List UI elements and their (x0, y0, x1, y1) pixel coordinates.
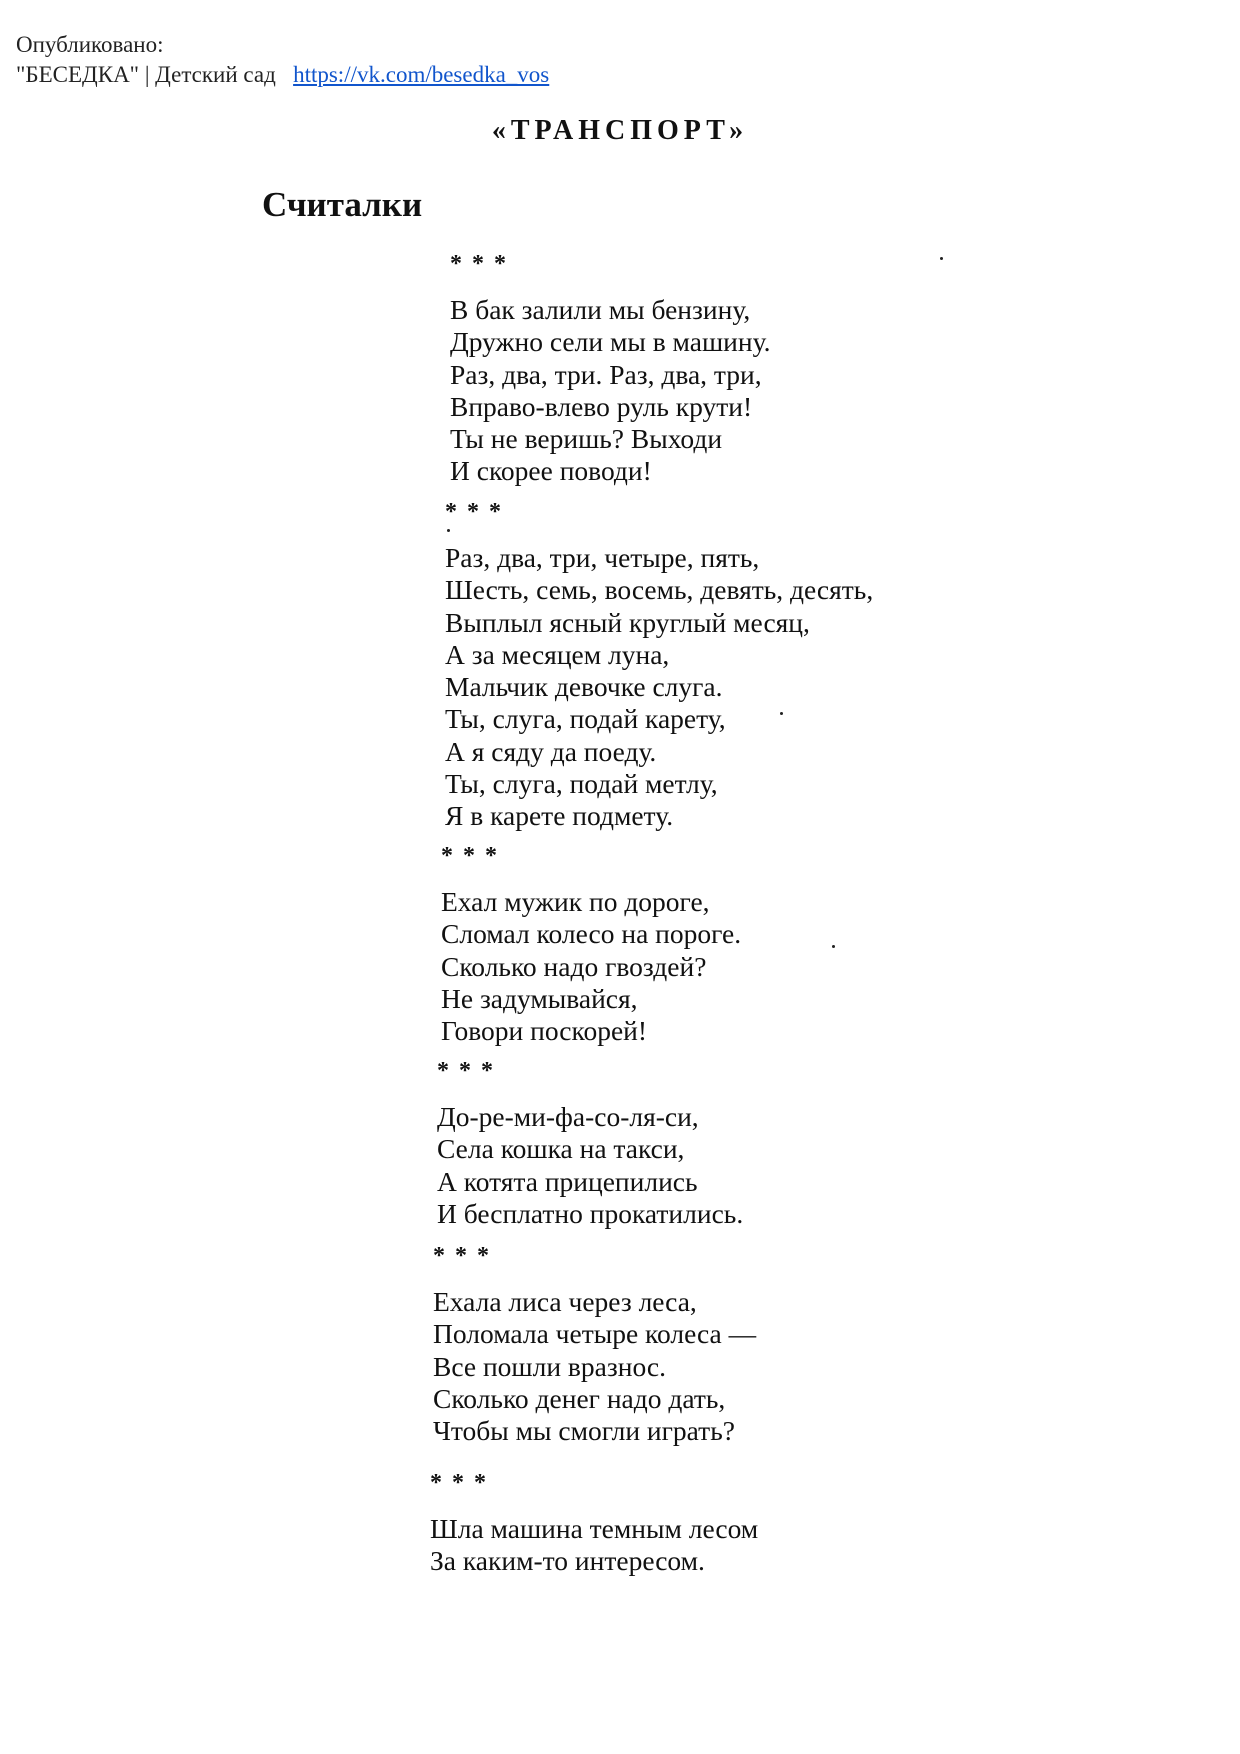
poem-lines (450, 294, 770, 488)
source-name: "БЕСЕДКА" | Детский сад (16, 62, 276, 87)
poem-separator: * * * (430, 1470, 488, 1496)
poem-block (445, 496, 873, 833)
scan-speck (780, 712, 783, 715)
scan-speck (940, 257, 943, 260)
poem-line: Не задумывайся, (441, 982, 638, 1014)
poem-separator: * * * (433, 1243, 491, 1269)
poem-line: Ты не веришь? Выходи (450, 423, 723, 455)
poem-line: Шесть, семь, восемь, девять, десять, (445, 574, 874, 606)
poem-line: Сломал колесо на пороге. (441, 918, 742, 950)
poem-line: В бак залили мы бензину, (450, 294, 751, 325)
poem-lines (445, 542, 873, 833)
poem-lines (437, 1101, 743, 1230)
poem-line: Чтобы мы смогли играть? (433, 1415, 735, 1447)
scan-speck (832, 945, 835, 948)
poem-separator: * * * (445, 499, 503, 525)
poem-separator: * * * (441, 843, 499, 869)
poem-separator: * * * (437, 1058, 495, 1084)
poem-line: Ты, слуга, подай метлу, (445, 768, 718, 800)
scan-speck (447, 529, 450, 532)
poem-line: Села кошка на такси, (437, 1133, 685, 1165)
poem-line: Шла машина темным лесом (430, 1513, 759, 1544)
poem-block (437, 1055, 743, 1230)
poem-line: Все пошли вразнос. (433, 1350, 666, 1382)
poem-line: Сколько надо гвоздей? (441, 950, 707, 982)
poem-line: Выплыл ясный круглый месяц, (445, 606, 810, 638)
poem-line: Говори поскорей! (441, 1015, 648, 1047)
poem-block (430, 1467, 758, 1578)
poem-line: А я сяду да поеду. (445, 735, 657, 767)
poem-line: Сколько денег надо дать, (433, 1382, 726, 1414)
poem-line: И скорее поводи! (450, 455, 652, 487)
poem-line: За каким-то интересом. (430, 1545, 705, 1577)
poem-line: А котята прицепились (437, 1165, 698, 1197)
page-title: «ТРАНСПОРТ» (491, 115, 749, 146)
publication-header (16, 30, 549, 90)
source-link[interactable]: https://vk.com/besedka_vos (293, 62, 550, 87)
poem-lines (433, 1286, 756, 1447)
poem-line: Поломала четыре колеса — (433, 1318, 757, 1350)
poem-line: Ехала лиса через леса, (433, 1286, 697, 1317)
poem-line: Я в карете подмету. (445, 800, 674, 832)
poem-line: Ты, слуга, подай карету, (445, 703, 726, 735)
poem-separator: * * * (450, 251, 508, 277)
poem-line: Раз, два, три. Раз, два, три, (450, 358, 762, 390)
section-title: Считалки (262, 185, 423, 224)
poem-line: Ехал мужик по дороге, (441, 886, 710, 917)
poem-block (450, 248, 770, 488)
poem-line: Раз, два, три, четыре, пять, (445, 542, 760, 573)
poem-block (433, 1240, 756, 1447)
poem-line: А за месяцем луна, (445, 638, 670, 670)
poem-lines (441, 886, 741, 1047)
published-label: Опубликовано: (16, 32, 164, 57)
source-line (16, 60, 549, 90)
poem-line: Мальчик девочке слуга. (445, 671, 723, 703)
poem-line: До-ре-ми-фа-со-ля-си, (437, 1101, 699, 1132)
poem-lines (430, 1513, 758, 1578)
poem-block (441, 840, 741, 1047)
poem-line: Дружно сели мы в машину. (450, 326, 771, 358)
poem-line: И бесплатно прокатились. (437, 1197, 744, 1229)
poem-line: Вправо-влево руль крути! (450, 390, 753, 422)
